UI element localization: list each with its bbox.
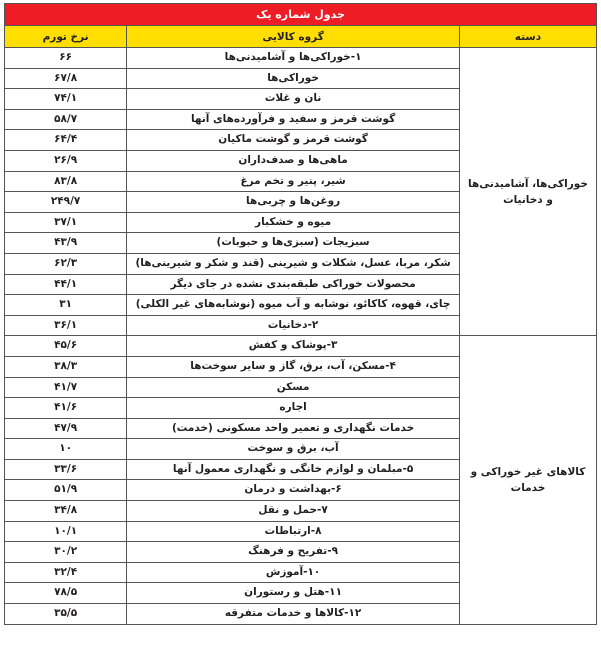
group-cell: ۱-خوراکی‌ها و آشامیدنی‌ها	[127, 48, 460, 69]
rate-cell: ۴۷/۹	[5, 418, 127, 439]
group-cell: اجاره	[127, 398, 460, 419]
group-cell: ۲-دخانیات	[127, 315, 460, 336]
table-title-row	[5, 4, 597, 26]
rate-cell: ۴۵/۶	[5, 336, 127, 357]
group-cell: ۱۲-کالاها و خدمات متفرقه	[127, 604, 460, 625]
group-cell: ۱۰-آموزش	[127, 562, 460, 583]
group-cell: شکر، مربا، عسل، شکلات و شیرینی (قند و شکر و شیرینی‌ها)	[127, 253, 460, 274]
rate-cell: ۳۸/۳	[5, 356, 127, 377]
rate-cell: ۳۳/۶	[5, 459, 127, 480]
rate-cell: ۵۱/۹	[5, 480, 127, 501]
table-header-row	[5, 26, 597, 48]
rate-cell: ۳۶/۱	[5, 315, 127, 336]
rate-cell: ۳۱	[5, 295, 127, 316]
table-row	[5, 336, 597, 357]
group-cell: شیر، پنیر و تخم مرغ	[127, 171, 460, 192]
rate-cell: ۴۱/۷	[5, 377, 127, 398]
rate-cell: ۸۳/۸	[5, 171, 127, 192]
rate-cell: ۶۴/۴	[5, 130, 127, 151]
group-cell: سبزیجات (سبزی‌ها و حبوبات)	[127, 233, 460, 254]
group-cell: ۱۱-هتل و رستوران	[127, 583, 460, 604]
group-cell: آب، برق و سوخت	[127, 439, 460, 460]
inflation-table	[4, 3, 597, 625]
rate-cell: ۳۴/۸	[5, 501, 127, 522]
table-row	[5, 48, 597, 69]
rate-cell: ۳۰/۲	[5, 542, 127, 563]
rate-cell: ۷۸/۵	[5, 583, 127, 604]
header-group: گروه کالایی	[127, 26, 460, 48]
group-cell: گوشت قرمز و گوشت ماکیان	[127, 130, 460, 151]
rate-cell: ۳۵/۵	[5, 604, 127, 625]
group-cell: ۷-حمل و نقل	[127, 501, 460, 522]
group-cell: میوه و خشکبار	[127, 212, 460, 233]
table-title: جدول شماره یک	[5, 4, 597, 26]
group-cell: گوشت قرمز و سفید و فرآورده‌های آنها	[127, 109, 460, 130]
rate-cell: ۱۰	[5, 439, 127, 460]
group-cell: ۹-تفریح و فرهنگ	[127, 542, 460, 563]
rate-cell: ۴۳/۹	[5, 233, 127, 254]
rate-cell: ۶۲/۳	[5, 253, 127, 274]
table-body	[5, 48, 597, 625]
rate-cell: ۵۸/۷	[5, 109, 127, 130]
rate-cell: ۲۶/۹	[5, 150, 127, 171]
group-cell: ۶-بهداشت و درمان	[127, 480, 460, 501]
category-cell: خوراکی‌ها، آشامیدنی‌ها و دخانیات	[459, 48, 596, 336]
rate-cell: ۶۶	[5, 48, 127, 69]
rate-cell: ۴۴/۱	[5, 274, 127, 295]
group-cell: ۵-مبلمان و لوازم خانگی و نگهداری معمول آنها	[127, 459, 460, 480]
rate-cell: ۶۷/۸	[5, 68, 127, 89]
group-cell: محصولات خوراکی طبقه‌بندی نشده در جای دیگر	[127, 274, 460, 295]
rate-cell: ۲۴۹/۷	[5, 192, 127, 213]
rate-cell: ۴۱/۶	[5, 398, 127, 419]
group-cell: ماهی‌ها و صدف‌داران	[127, 150, 460, 171]
group-cell: ۳-پوشاک و کفش	[127, 336, 460, 357]
rate-cell: ۱۰/۱	[5, 521, 127, 542]
group-cell: نان و غلات	[127, 89, 460, 110]
rate-cell: ۷۴/۱	[5, 89, 127, 110]
header-rate: نرخ تورم	[5, 26, 127, 48]
group-cell: روغن‌ها و چربی‌ها	[127, 192, 460, 213]
rate-cell: ۳۲/۴	[5, 562, 127, 583]
group-cell: ۸-ارتباطات	[127, 521, 460, 542]
category-cell: کالاهای غیر خوراکی و خدمات	[459, 336, 596, 624]
header-category: دسته	[459, 26, 596, 48]
group-cell: ۴-مسکن، آب، برق، گاز و سایر سوخت‌ها	[127, 356, 460, 377]
group-cell: خدمات نگهداری و تعمیر واحد مسکونی (خدمت)	[127, 418, 460, 439]
group-cell: خوراکی‌ها	[127, 68, 460, 89]
rate-cell: ۳۷/۱	[5, 212, 127, 233]
group-cell: چای، قهوه، کاکائو، نوشابه و آب میوه (نوشابه‌های غیر الکلی)	[127, 295, 460, 316]
group-cell: مسکن	[127, 377, 460, 398]
